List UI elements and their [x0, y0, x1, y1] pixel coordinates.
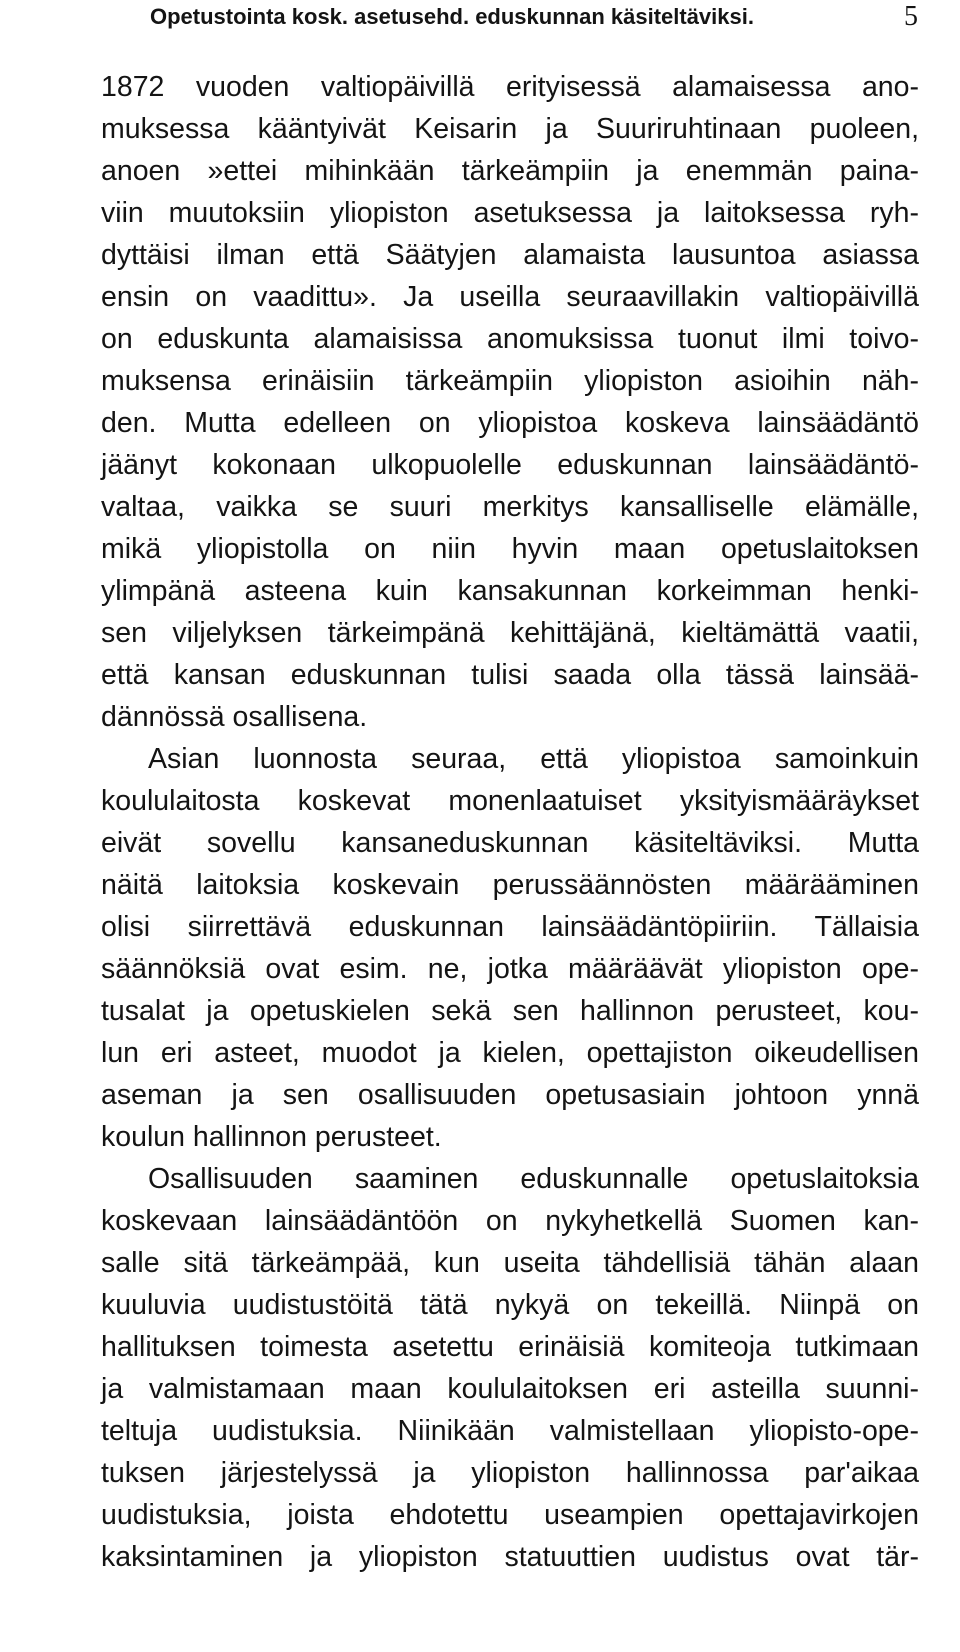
text-line: muksessa kääntyivät Keisarin ja Suuriruhtinaan puoleen,	[101, 113, 919, 145]
text-line: on eduskunta alamaisissa anomuksissa tuonut ilmi toivo-	[101, 323, 919, 355]
text-line: aseman ja sen osallisuuden opetusasiain johtoon ynnä	[101, 1079, 919, 1111]
text-line: den. Mutta edelleen on yliopistoa koskeva lainsäädäntö	[101, 407, 919, 439]
text-line: ensin on vaadittu». Ja useilla seuraavillakin valtiopäivillä	[101, 281, 919, 313]
text-line: säännöksiä ovat esim. ne, jotka määräävät yliopiston ope-	[101, 953, 919, 985]
text-line: teltuja uudistuksia. Niinikään valmistellaan yliopisto-ope-	[101, 1415, 919, 1447]
text-line: tusalat ja opetuskielen sekä sen hallinnon perusteet, kou-	[101, 995, 919, 1027]
text-line: valtaa, vaikka se suuri merkitys kansalliselle elämälle,	[101, 491, 919, 523]
text-line: muksensa erinäisiin tärkeämpiin yliopiston asioihin näh-	[101, 365, 919, 397]
text-line: hallituksen toimesta asetettu erinäisiä komiteoja tutkimaan	[101, 1331, 919, 1363]
text-line: dännössä osallisena.	[101, 701, 368, 733]
running-header	[150, 2, 918, 36]
text-line: dyttäisi ilman että Säätyjen alamaista lausuntoa asiassa	[101, 239, 919, 271]
text-line: salle sitä tärkeämpää, kun useita tähdellisiä tähän alaan	[101, 1247, 919, 1279]
text-line: kaksintaminen ja yliopiston statuuttien uudistus ovat tär-	[101, 1541, 919, 1573]
text-line: jäänyt kokonaan ulkopuolelle eduskunnan lainsäädäntö-	[101, 449, 919, 481]
text-line: eivät sovellu kansaneduskunnan käsiteltäviksi. Mutta	[101, 827, 919, 859]
page-number: 5	[904, 1, 918, 32]
running-header-title: Opetustointa kosk. asetusehd. eduskunnan käsiteltäviksi.	[150, 4, 754, 29]
text-line: olisi siirrettävä eduskunnan lainsäädäntöpiiriin. Tällaisia	[101, 911, 919, 943]
text-line: ja valmistamaan maan koululaitoksen eri asteilla suunni-	[101, 1373, 919, 1405]
text-line: anoen »ettei mihinkään tärkeämpiin ja enemmän paina-	[101, 155, 919, 187]
text-line: tuksen järjestelyssä ja yliopiston hallinnossa par'aikaa	[101, 1457, 919, 1489]
text-line: koululaitosta koskevat monenlaatuiset yksityismääräykset	[101, 785, 919, 817]
text-line: koskevaan lainsäädäntöön on nykyhetkellä Suomen kan-	[101, 1205, 919, 1237]
text-line: näitä laitoksia koskevain perussäännösten määrääminen	[101, 869, 919, 901]
text-line: viin muutoksiin yliopiston asetuksessa ja laitoksessa ryh-	[101, 197, 919, 229]
text-line: sen viljelyksen tärkeimpänä kehittäjänä, kieltämättä vaatii,	[101, 617, 919, 649]
text-line: että kansan eduskunnan tulisi saada olla tässä lainsää-	[101, 659, 919, 691]
text-line: 1872 vuoden valtiopäivillä erityisessä alamaisessa ano-	[101, 71, 919, 103]
text-line: uudistuksia, joista ehdotettu useampien opettajavirkojen	[101, 1499, 919, 1531]
text-line: kuuluvia uudistustöitä tätä nykyä on tekeillä. Niinpä on	[101, 1289, 919, 1321]
text-line: Osallisuuden saaminen eduskunnalle opetuslaitoksia	[148, 1163, 919, 1195]
text-line: mikä yliopistolla on niin hyvin maan opetuslaitoksen	[101, 533, 919, 565]
text-line: ylimpänä asteena kuin kansakunnan korkeimman henki-	[101, 575, 919, 607]
text-line: koulun hallinnon perusteet.	[101, 1121, 442, 1153]
text-line: Asian luonnosta seuraa, että yliopistoa samoinkuin	[148, 743, 919, 775]
text-line: lun eri asteet, muodot ja kielen, opettajiston oikeudellisen	[101, 1037, 919, 1069]
